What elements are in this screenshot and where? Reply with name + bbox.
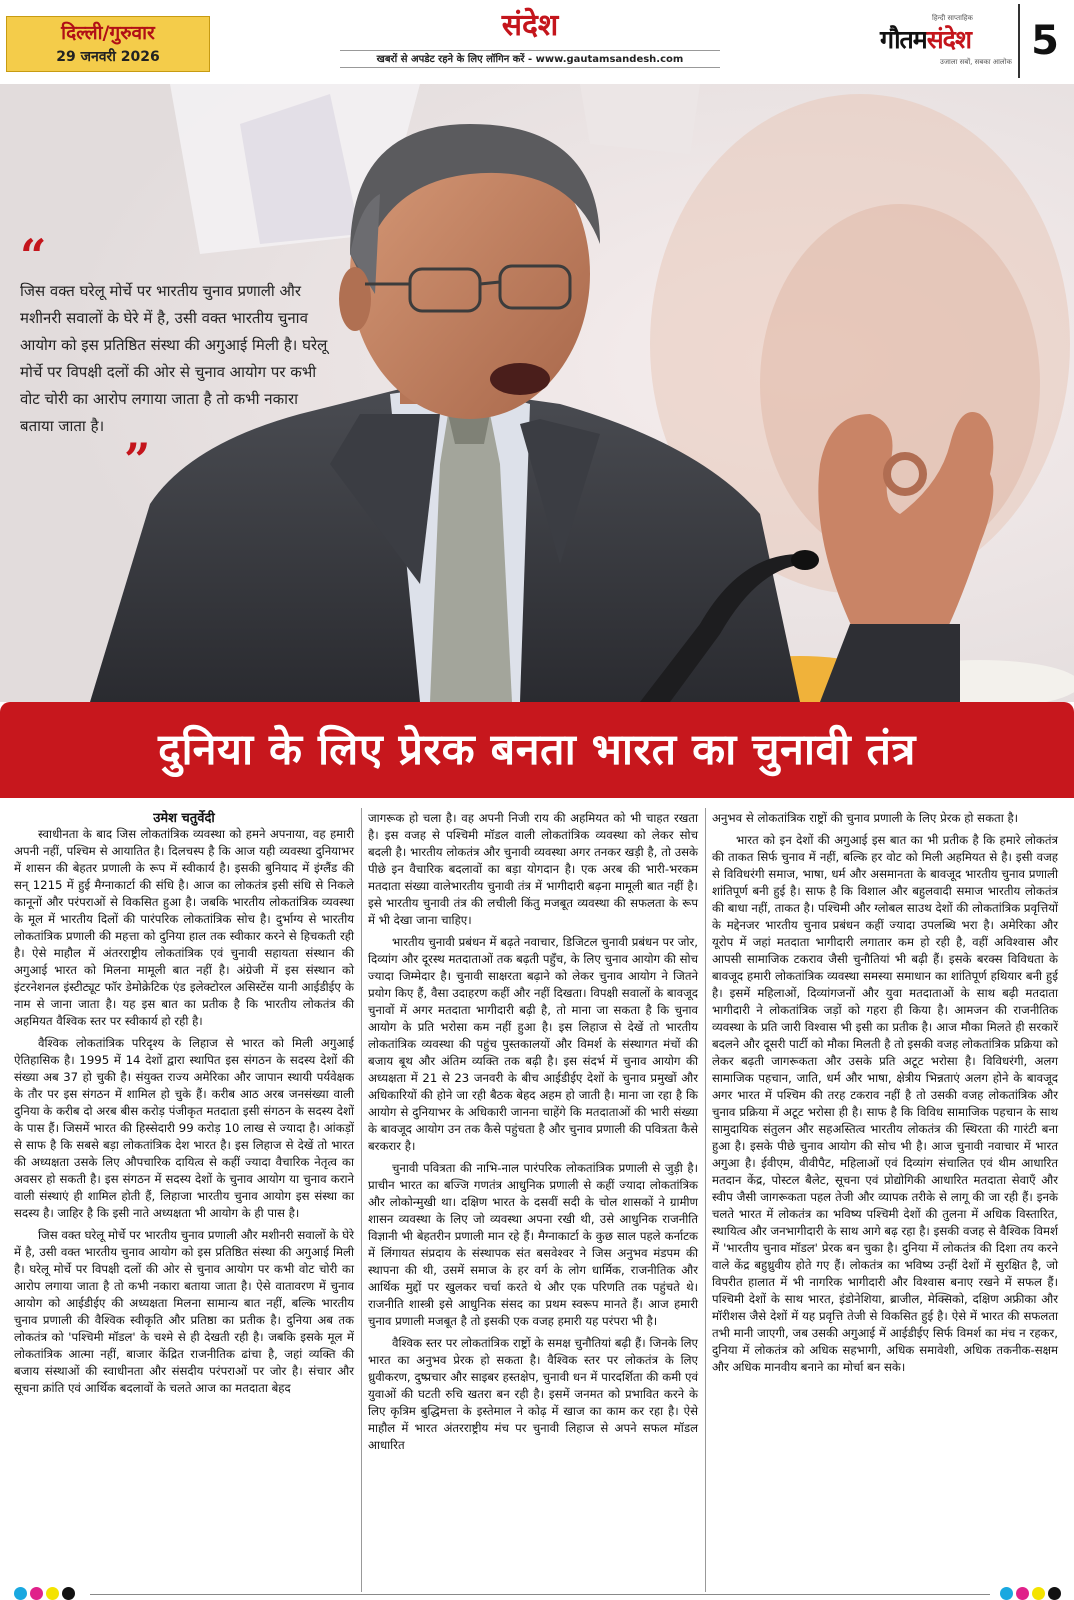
article-column-2 [368, 810, 698, 1459]
paragraph: वैश्विक लोकतांत्रिक परिदृश्य के लिहाज से भारत को मिली अगुआई ऐतिहासिक है। 1995 में 14 देशों द्वारा स्थापित इस संगठन के सदस्य देशों की संख्या अब 37 हो चुकी है। संयुक्त राज्य अमेरिका और जापान स्थायी पर्यवेक्षक के तौर पर इस संगठन में शामिल हो चुके हैं। करीब आठ अरब जनसंख्या वाली दुनिया के करीब दो अरब बीस करोड़ पंजीकृत मतदाता इसी संगठन के सदस्य देशों के पास हैं। जिसमें भारत की हिस्सेदारी 99 करोड़ 10 लाख से ज्यादा है। आंकड़ों से साफ है कि सबसे बड़ा लोकतांत्रिक देश भारत है। इस लिहाज से देखें तो भारत की अध्यक्षता उसके लिए औपचारिक दायित्व से कहीं ज्यादा वैचारिक नेतृत्व का अवसर हो सकती है। इस संगठन में सदस्य देशों के चुनाव आयोग या चुनाव कराने वाली संस्थाएं ही शामिल होती हैं, लिहाजा भारतीय चुनाव आयोग इस संस्था का सदस्य है। जाहिर है कि इसी नाते अध्यक्षता भी आयोग के ही पास है। [14, 1036, 354, 1220]
logo-tagline-bottom: उजाला सबों, सबका आलोक [940, 58, 1012, 66]
paragraph: जागरूक हो चला है। वह अपनी निजी राय की अहमियत को भी चाहत रखता है। इस वजह से पश्चिमी मॉडल वाली लोकतांत्रिक व्यवस्था को लेकर सोच बदली है। भारतीय लोकतंत्र और चुनावी व्यवस्था अगर तनकर खड़ी है, तो उसके पीछे इन वैचारिक बदलावों का बड़ा योगदान है। एक अरब की भारी-भरकम मतदाता संख्या वालेभारतीय चुनावी तंत्र में भागीदारी बढ़ना मामूली बात नहीं है। इसे भारतीय चुनावी तंत्र की लचीली किंतु मजबूत व्यवस्था की सफलता के रूप में भी देखा जाना चाहिए। [368, 811, 698, 927]
logo-part-1: गौतम [880, 25, 927, 54]
registration-mark-icon [30, 1587, 43, 1600]
article-column-1 [14, 826, 354, 1402]
registration-mark-icon [1032, 1587, 1045, 1600]
website-strip: खबरों से अपडेट रहने के लिए लॉगिन करें - www.gautamsandesh.com [340, 50, 720, 68]
column-divider [705, 808, 706, 1592]
section-title: संदेश [501, 8, 559, 43]
registration-mark-icon [46, 1587, 59, 1600]
page-number: 5 [1018, 4, 1070, 78]
paragraph: भारतीय चुनावी प्रबंधन में बढ़ते नवाचार, डिजिटल चुनावी प्रबंधन पर जोर, दिव्यांग और दूरस्थ मतदाताओं तक बढ़ती पहुँच, के लिए चुनाव आयोग की सोच ज्यादा जिम्मेदार है। चुनावी साक्षरता बढ़ाने को लेकर चुनाव आयोग ने जितने प्रयोग किए हैं, वैसा उदाहरण कहीं और नहीं दिखता। विपक्षी सवालों के बावजूद चुनावों में अगर मतदाता भागीदारी बढ़ी है, तो माना जा सकता है कि चुनाव आयोग के प्रति भरोसा कम नहीं हुआ है। इस लिहाज से देखें तो भारतीय लोकतांत्रिक व्यवस्था की पहुंच पुस्तकालयों और विमर्श के संस्थागत मंचों की बजाय बूथ और अंतिम व्यक्ति तक बढ़ी है। इस संदर्भ में चुनाव आयोग की अध्यक्षता में 21 से 23 जनवरी के बीच आईडीईए देशों के चुनाव प्रमुखों और अधिकारियों की होने जा रही बैठक बेहद अहम हो जाती है। माना जा रहा है कि आयोग से दुनियाभर के अधिकारी जानना चाहेंगे कि मतदाताओं की भारी संख्या के बावजूद आयोग उन तक कैसे पहुंचता है और चुनाव प्रणाली की पवित्रता कैसे बरकरार है। [368, 935, 698, 1153]
pull-quote-text: जिस वक्त घरेलू मोर्चे पर भारतीय चुनाव प्रणाली और मशीनरी सवालों के घेरे में है, उसी वक्त भारतीय चुनाव आयोग को इस प्रतिष्ठित संस्था की अगुआई मिली है। घरेलू मोर्चे पर विपक्षी दलों की ओर से चुनाव आयोग पर कभी वोट चोरी का आरोप लगाया जाता है तो कभी नकारा बताया जाता है। [20, 282, 328, 435]
byline: उमेश चतुर्वेदी [153, 811, 215, 826]
paragraph: चुनावी पवित्रता की नाभि-नाल पारंपरिक लोकतांत्रिक प्रणाली से जुड़ी है। प्राचीन भारत का बज्जि गणतंत्र आधुनिक प्रणाली से कहीं ज्यादा लोकतांत्रिक और लोकोन्मुखी था। दक्षिण भारत के दसवीं सदी के चोल शासकों ने ग्रामीण शासन व्यवस्था के लिए जो व्यवस्था अपना रखी थी, उसे आधुनिक राजनीति विज्ञानी भी बेहतरीन प्रणाली मान रहे हैं। मैग्नाकार्टा के कुछ साल पहले कर्नाटक में लिंगायत संप्रदाय के संस्थापक संत बसवेश्वर ने जिस अनुभव मंडपम की स्थापना की थी, उसमें समाज के हर वर्ग के लोग धार्मिक, राजनीतिक और आर्थिक मुद्दों पर खुलकर चर्चा करते थे और एक परिणति तक पहुंचते थे। राजनीति शास्त्री इसे आधुनिक संसद का प्रथम स्वरूप मानते हैं। आज हमारी चुनाव प्रणाली मजबूत है तो इसकी एक वजह हमारी यह परंपरा भी है। [368, 1161, 698, 1328]
open-quote-icon: “ [20, 229, 47, 283]
footer-rule [90, 1594, 990, 1595]
registration-mark-icon [62, 1587, 75, 1600]
city-day: दिल्ली/गुरुवार [61, 22, 155, 44]
logo-part-2: संदेश [926, 25, 971, 54]
pull-quote [20, 229, 330, 487]
article-column-3 [712, 810, 1058, 1381]
paragraph: जिस वक्त घरेलू मोर्चे पर भारतीय चुनाव प्रणाली और मशीनरी सवालों के घेरे में है, उसी वक्त भारतीय चुनाव आयोग को इस प्रतिष्ठित संस्था की अगुआई मिली है। घरेलू मोर्चे पर विपक्षी दलों की ओर से चुनाव आयोग पर कभी वोट चोरी का आरोप लगाया जाता है तो कभी नकारा बताया जाता है। ऐसे वातावरण में चुनाव आयोग को आईडीईए की अध्यक्षता मिलना सामान्य बात नहीं, बल्कि भारतीय चुनाव प्रणाली की वैश्विक स्वीकृति और प्रतिष्ठा का प्रतीक है। दुनिया अब तक लोकतंत्र को 'पश्चिमी मॉडल' के चश्मे से ही देखती रही है। जबकि इसके मूल में लोकतांत्रिक आत्मा नहीं, बाजार केंद्रित राजनीतिक ढांचा है, जहां व्यक्ति की बजाय संस्थाओं की स्वाधीनता और संसदीय परंपराओं पर जोर है। संचार और सूचना क्रांति एवं आर्थिक बदलावों के चलते आज का मतदाता बेहद [14, 1228, 354, 1395]
registration-mark-icon [1048, 1587, 1061, 1600]
speaker-photo [0, 84, 1074, 702]
column-divider [361, 808, 362, 1592]
close-quote-icon: ” [124, 433, 151, 487]
paragraph: भारत को इन देशों की अगुआई इस बात का भी प्रतीक है कि हमारे लोकतंत्र की ताकत सिर्फ चुनाव में नहीं, बल्कि हर वोट को मिली अहमियत से है। इसी वजह से विविधरंगी समाज, भाषा, धर्म और असमानता के बावजूद भारतीय चुनाव प्रणाली शांतिपूर्ण बनी हुई है। साफ है कि विशाल और बहुलवादी समाज भारतीय लोकतंत्र की बाधा नहीं, ताकत है। पश्चिमी और ग्लोबल साउथ देशों की लोकतांत्रिक प्रवृत्तियों के मद्देनजर भारतीय चुनाव प्रबंधन कहीं ज्यादा उपलब्धि भरा है। अमेरिका और यूरोप में जहां मतदाता भागीदारी लगातार कम हो रही है, वहीं अविश्वास और आपसी सामाजिक टकराव जैसी चुनौतियां भी बढ़ी हैं। इसके बरक्स विविधता के बावजूद हमारी लोकतांत्रिक व्यवस्था समस्या समाधान का शांतिपूर्ण हथियार बनी हुई है। इसमें महिलाओं, दिव्यांगजनों और युवा मतदाताओं के साथ बढ़ी मतदाता भागीदारी ने लोकतांत्रिक जड़ों को गहरा ही किया है। आमजन की राजनीतिक व्यवस्था के प्रति जारी विश्वास भी इसी का प्रतीक है। आज मौका मिलते ही सरकारें बदलने और दूसरी पार्टी को मौका मिलती है तो इसकी वजह लोकतांत्रिक प्रक्रिया को लेकर बढ़ती जागरूकता और उसके प्रति अटूट भरोसा है। विविधरंगी, अलग सामाजिक पहचान, जाति, धर्म और भाषा, क्षेत्रीय भिन्नताएं अलग होने के बावजूद अगर भारत में पश्चिम की तरह टकराव नहीं है तो उसकी वजह लोकतांत्रिक और चुनाव प्रक्रिया में अटूट भरोसा ही है। साफ है कि विविध सामाजिक पहचान के साथ सामुदायिक संतुलन और सहअस्तित्व भारतीय लोकतंत्र की स्थिरता की गारंटी बना हुआ है। इसके पीछे चुनाव आयोग की सोच भी है। आज चुनावी नवाचार में भारत अगुआ है। ईवीएम, वीवीपैट, महिलाओं एवं दिव्यांग संचालित एवं थीम आधारित मतदान केंद्र, पोस्टल बैलेट, सूचना एवं प्रोद्योगिकी आधारित मतदाता सेवाएँ और स्वीप जैसी जागरूकता पहल तेजी और व्यापक तरीके से लागू की जा रही हैं। इनके चलते भारत में लोकतंत्र का भविष्य पश्चिमी देशों की तुलना में अधिक विस्तारित, स्थायित्व और जनभागीदारी के साथ आगे बढ़ रहा है। इसकी वजह से वैश्विक विमर्श में 'भारतीय चुनाव मॉडल' प्रेरक बन चुका है। दुनिया में लोकतंत्र की दिशा तय करने वाले केंद्र बहुध्रुवीय होते गए हैं। लोकतंत्र का भविष्य उन्हीं देशों में सुरक्षित है, जो विपरीत हालात में भी नागरिक भागीदारी और विश्वास बनाए रखने में सफल हैं। पश्चिमी देशों के साथ भारत, इंडोनेशिया, ब्राजील, मेक्सिको, दक्षिण अफ्रीका और मॉरीशस जैसे देशों में यह प्रवृत्ति तेजी से विकसित हुई है। ऐसे में भारत की सफलता तभी मानी जाएगी, जब उसकी अगुआई में आईडीईए सिर्फ विमर्श का मंच न रहकर, दुनिया में लोकतंत्र को अधिक सहभागी, अधिक समावेशी, अधिक तकनीक-सक्षम और अधिक मानवीय बनाने का मोर्चा बन सके। [712, 833, 1058, 1374]
registration-mark-icon [1016, 1587, 1029, 1600]
logo-tagline-top: हिन्दी साप्ताहिक [932, 14, 973, 22]
section-header [340, 8, 720, 68]
newspaper-logo [880, 14, 1020, 74]
issue-date: 29 जनवरी 2026 [56, 49, 160, 65]
registration-mark-icon [14, 1587, 27, 1600]
registration-mark-icon [1000, 1587, 1013, 1600]
date-box [6, 16, 210, 72]
paragraph: स्वाधीनता के बाद जिस लोकतांत्रिक व्यवस्था को हमने अपनाया, वह हमारी अपनी नहीं, पश्चिम से आयातित है। दिलचस्प है कि आज यही व्यवस्था दुनियाभर में शासन की बेहतर प्रणाली के रूप में स्वीकार्य है। इसकी बुनियाद में इंग्लैंड की सन् 1215 में हुई मैग्नाकार्टा की संधि है। आज का लोकतंत्र इसी संधि से निकले कानूनों और परंपराओं से विकसित हुआ है। जबकि भारतीय लोकतांत्रिक व्यवस्था के मूल में भारतीय दिलों की पारंपरिक लोकतांत्रिक सोच है। दुर्भाग्य से भारतीय लोकतांत्रिक प्रणाली की महत्ता को दुनिया हाल तक स्वीकार करने से हिचकती रही है। ऐसे माहौल में अंतरराष्ट्रीय लोकतांत्रिक एवं चुनावी सहायता संस्थान की अगुआई भारत को मिलना मामूली बात नहीं है। अंग्रेजी में इस संस्थान को इंटरनेशनल इंस्टीट्यूट फॉर डेमोक्रेटिक एंड इलेक्टोरल असिस्टेंस यानी आईडीईए के नाम से जाना जाता है। यह इस बात का प्रतीक है कि भारतीय लोकतंत्र की अहमियत वैश्विक स्तर पर स्वीकार्य हो रही है। [14, 827, 354, 1028]
print-footer [0, 1586, 1074, 1600]
headline-bar [0, 702, 1074, 798]
paragraph: अनुभव से लोकतांत्रिक राष्ट्रों की चुनाव प्रणाली के लिए प्रेरक हो सकता है। [712, 811, 1019, 825]
headline: दुनिया के लिए प्रेरक बनता भारत का चुनावी तंत्र [158, 725, 916, 775]
masthead [0, 0, 1074, 84]
paragraph: वैश्विक स्तर पर लोकतांत्रिक राष्ट्रों के समक्ष चुनौतियां बढ़ी हैं। जिनके लिए भारत का अनुभव प्रेरक हो सकता है। वैश्विक स्तर पर लोकतंत्र के लिए ध्रुवीकरण, दुष्प्रचार और साइबर हस्तक्षेप, चुनावी धन में पारदर्शिता की कमी एवं युवाओं की घटती रुचि खतरा बन रही है। इसमें जनमत को प्रभावित करने के लिए कृत्रिम बुद्धिमत्ता के इस्तेमाल ने कोढ़ में खाज का काम कर रहा है। ऐसे माहौल में भारत अंतरराष्ट्रीय मंच पर चुनावी लिहाज से अपने सफल मॉडल आधारित [368, 1336, 698, 1452]
